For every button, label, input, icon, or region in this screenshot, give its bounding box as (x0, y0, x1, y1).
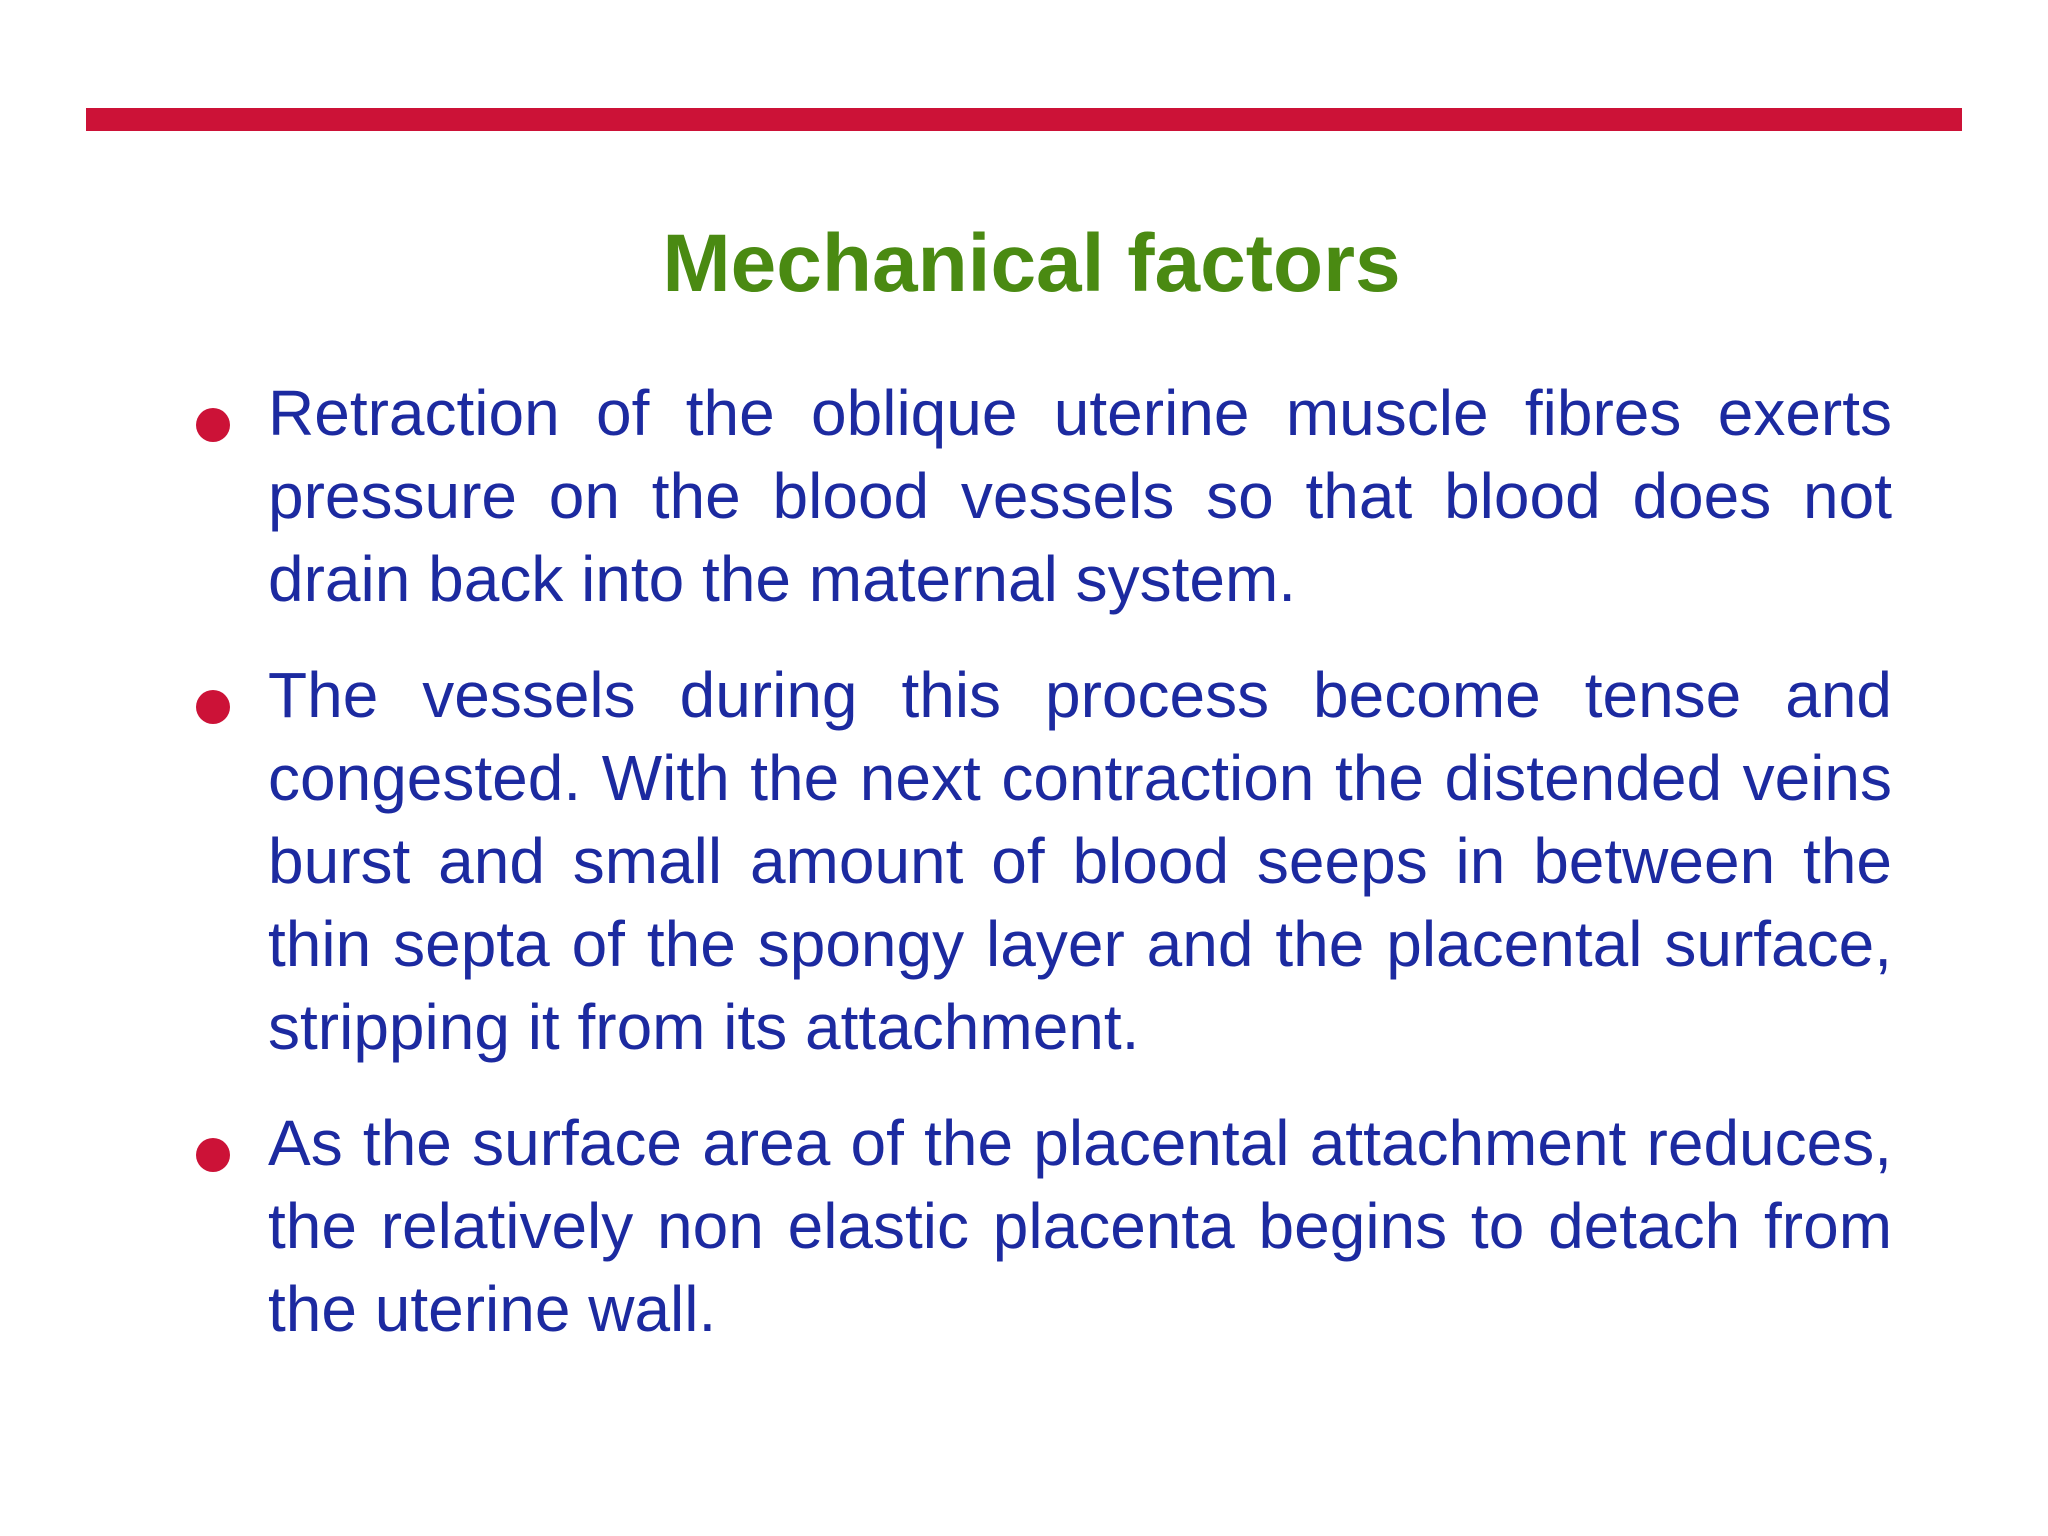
bullet-dot-icon (196, 690, 230, 724)
bullet-text: Retraction of the oblique uterine muscle fibres exerts pressure on the blood vessels so that blood does not drain back into the maternal system. (268, 377, 1892, 615)
bullet-list (196, 372, 1892, 1384)
slide-title: Mechanical factors (662, 218, 1401, 309)
bullet-item (196, 1102, 1892, 1351)
bullet-dot-icon (196, 408, 230, 442)
bullet-item (196, 654, 1892, 1069)
bullet-text: The vessels during this process become tense and congested. With the next contraction the distended veins burst and small amount of blood seeps in between the thin septa of the spongy layer and the placental surface, stripping it from its attachment. (268, 659, 1892, 1063)
bullet-text: As the surface area of the placental attachment reduces, the relatively non elastic placenta begins to detach from the uterine wall. (268, 1107, 1892, 1345)
bullet-item (196, 372, 1892, 621)
top-divider-bar (86, 108, 1962, 131)
bullet-dot-icon (196, 1138, 230, 1172)
